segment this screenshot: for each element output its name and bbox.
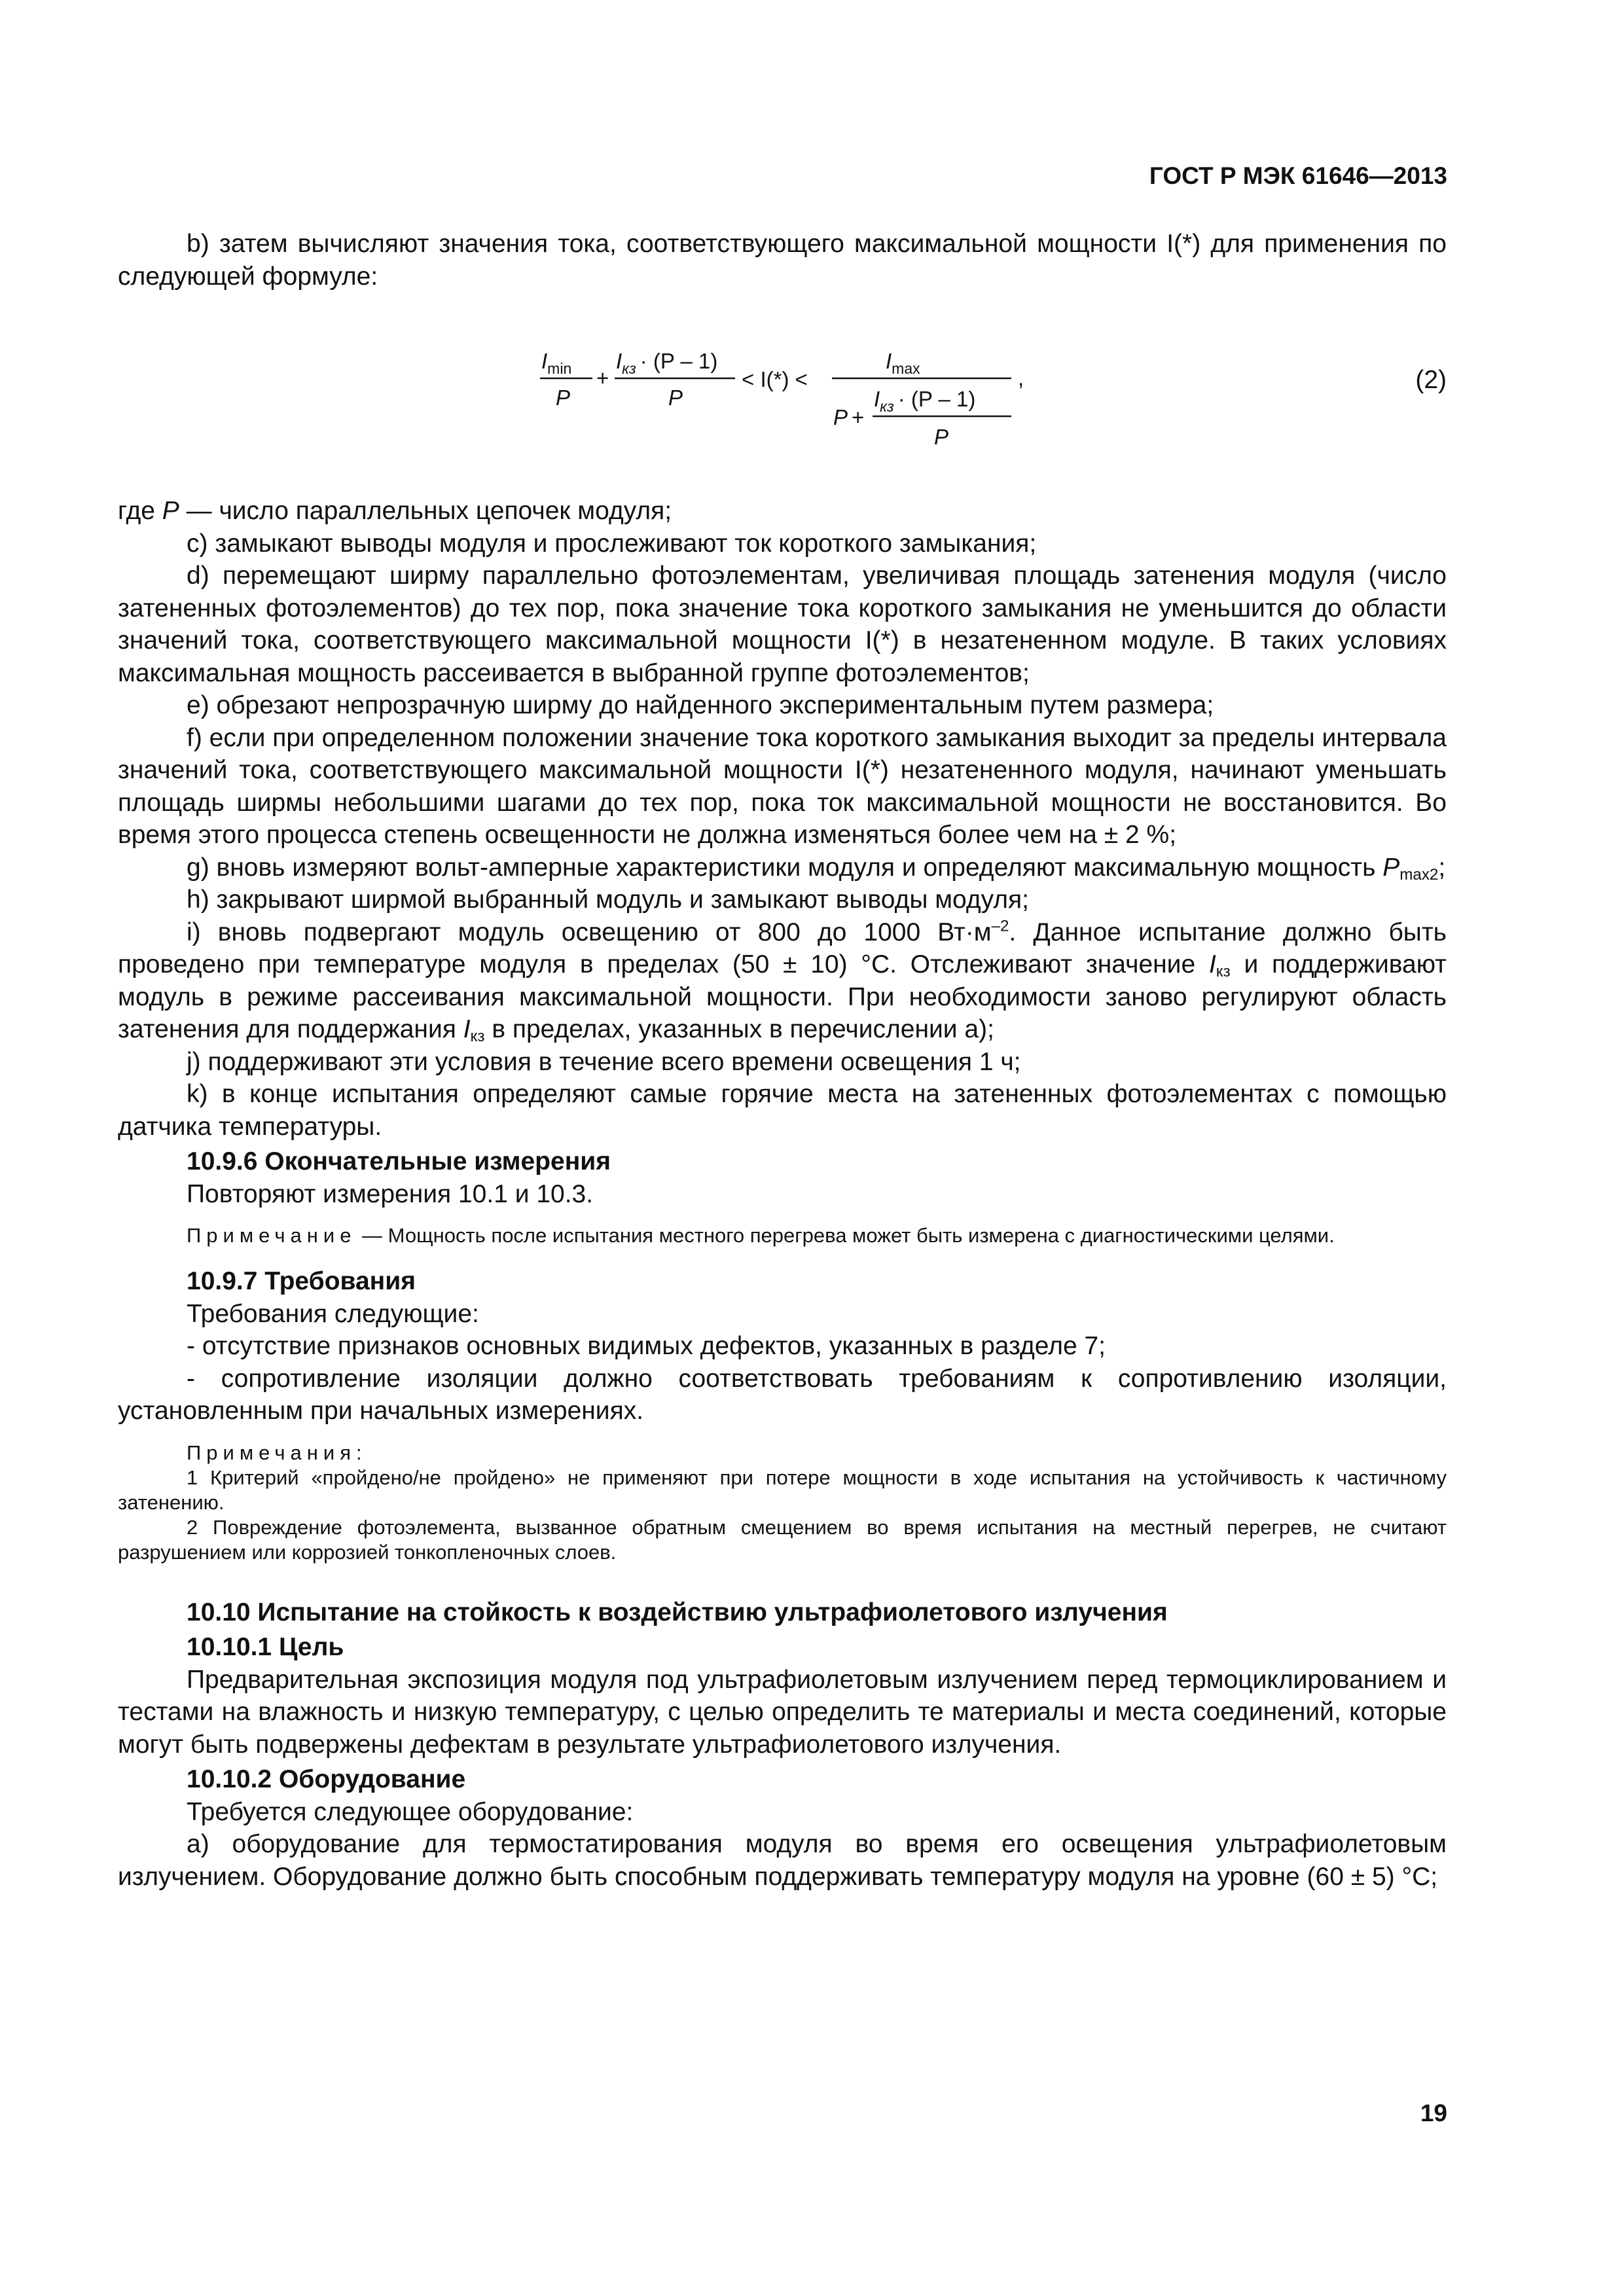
page-header-standard: ГОСТ Р МЭК 61646—2013 [1149, 162, 1447, 189]
para-10-9-7-item-1: - отсутствие признаков основных видимых дефектов, указанных в разделе 7; [187, 1332, 1106, 1360]
notes-2-item-1: 1 Критерий «пройдено/не пройдено» не применяют при потере мощности в ходе испытания на устойчивость к частичному затенению. [118, 1465, 1447, 1514]
rhs-inner-denominator: P [934, 425, 949, 449]
frac1-numerator: $I_{min}$ [541, 349, 572, 377]
frac2-numerator: $I_{кз} \cdot (P - 1)$ [616, 349, 718, 377]
heading-10-10: 10.10 Испытание на стойкость к воздействию ультрафиолетового излучения [187, 1598, 1168, 1626]
formula-number: (2) [1415, 366, 1447, 394]
formula-comma: , [1018, 366, 1024, 390]
para-10-9-7-item-2: - сопротивление изоляции должно соответствовать требованиям к сопротивлению изоляции, установленным при начальных измерениях. [118, 1364, 1447, 1425]
heading-10-10-2: 10.10.2 Оборудование [187, 1765, 466, 1793]
rhs-denominator-p: P [833, 405, 848, 429]
formula-2 [540, 308, 1103, 475]
para-c: c) замыкают выводы модуля и прослеживают ток короткого замыкания; [187, 529, 1037, 558]
para-j: j) поддерживают эти условия в течение всего времени освещения 1 ч; [187, 1047, 1021, 1076]
where-clause: где P — число параллельных цепочек модуля; [118, 497, 672, 525]
para-h: h) закрывают ширмой выбранный модуль и замыкают выводы модуля; [187, 886, 1029, 914]
para-g: g) вновь измеряют вольт-амперные характеристики модуля и определяют максимальную мощность $P_{max2}$; [187, 853, 1446, 884]
plus-sign-1: + [596, 366, 609, 390]
para-10-9-7: Требования следующие: [187, 1299, 479, 1328]
heading-10-10-1: 10.10.1 Цель [187, 1633, 344, 1661]
para-10-9-6: Повторяют измерения 10.1 и 10.3. [187, 1179, 594, 1208]
note-1: Примечание — Мощность после испытания местного перегрева может быть измерена с диагностическими целями. [187, 1224, 1335, 1247]
rhs-inner-numerator: $I_{кз} \cdot (P - 1)$ [874, 387, 976, 415]
formula-middle: < I(*) < [742, 367, 808, 391]
plus-sign-2: + [852, 405, 865, 429]
para-10-10-1: Предварительная экспозиция модуля под ультрафиолетовым излучением перед термоциклированием и тестами на влажность и низкую температуру, с целью определить те материалы и места соединений, которые могут быть подвержены дефектам в результате ультрафиолетового излучения. [118, 1665, 1447, 1759]
notes-2-item-2: 2 Повреждение фотоэлемента, вызванное обратным смещением во время испытания на местный перегрев, не считают разрушением или коррозией тонкопленочных слоев. [118, 1515, 1447, 1564]
heading-10-9-7: 10.9.7 Требования [187, 1267, 416, 1295]
frac1-denominator: P [556, 386, 571, 410]
notes-2 [118, 1441, 1447, 1565]
heading-10-9-6: 10.9.6 Окончательные измерения [187, 1147, 611, 1175]
para-e: e) обрезают непрозрачную ширму до найденного экспериментальным путем размера; [187, 691, 1214, 719]
page-content [118, 228, 1447, 1893]
para-f: f) если при определенном положении значение тока короткого замыкания выходит за пределы интервала значений тока, соответствующего максимальной мощности I(*) незатененного модуля, начинают уменьшать площадь ширмы небольшими шагами до тех пор, пока ток максимальной мощности не восстановится. Во время этого процесса степень освещенности не должна изменяться более чем на ± 2 %; [118, 723, 1447, 849]
para-i: i) вновь подвергают модуль освещению от 800 до 1000 $Вт\cdot м^{-2}$. Данное испытание должно быть проведено при температуре модуля в пределах (50 ± 10) °С. Отслеживают значение $I_{кз}$ и поддерживают модуль в режиме рассеивания максимальной мощности. При необходимости заново регулируют область затенения для поддержания $I_{кз}$ в пределах, указанных в перечислении a); [118, 917, 1447, 1046]
notes-2-title: Примечания: [187, 1441, 362, 1464]
para-10-10-2: Требуется следующее оборудование: [187, 1797, 634, 1826]
frac2-denominator: P [668, 386, 683, 410]
rhs-numerator: $I_{max}$ [886, 349, 920, 377]
para-d: d) перемещают ширму параллельно фотоэлементам, увеличивая площадь затенения модуля (число затененных фотоэлементов) до тех пор, пока значение тока короткого замыкания не уменьшится до области значений тока, соответствующего максимальной мощности I(*) в незатененном модуле. В таких условиях максимальная мощность рассеивается в выбранной группе фотоэлементов; [118, 562, 1447, 687]
para-b: b) затем вычисляют значения тока, соответствующего максимальной мощности I(*) для применения по следующей формуле: [118, 230, 1447, 291]
formula-block [118, 308, 1447, 475]
para-10-10-2-a: a) оборудование для термостатирования модуля во время его освещения ультрафиолетовым излучением. Оборудование должно быть способным поддерживать температуру модуля на уровне (60 ± 5) °С; [118, 1830, 1447, 1891]
para-k: k) в конце испытания определяют самые горячие места на затененных фотоэлементах с помощью датчика температуры. [118, 1080, 1447, 1141]
page-number: 19 [1420, 2100, 1447, 2126]
